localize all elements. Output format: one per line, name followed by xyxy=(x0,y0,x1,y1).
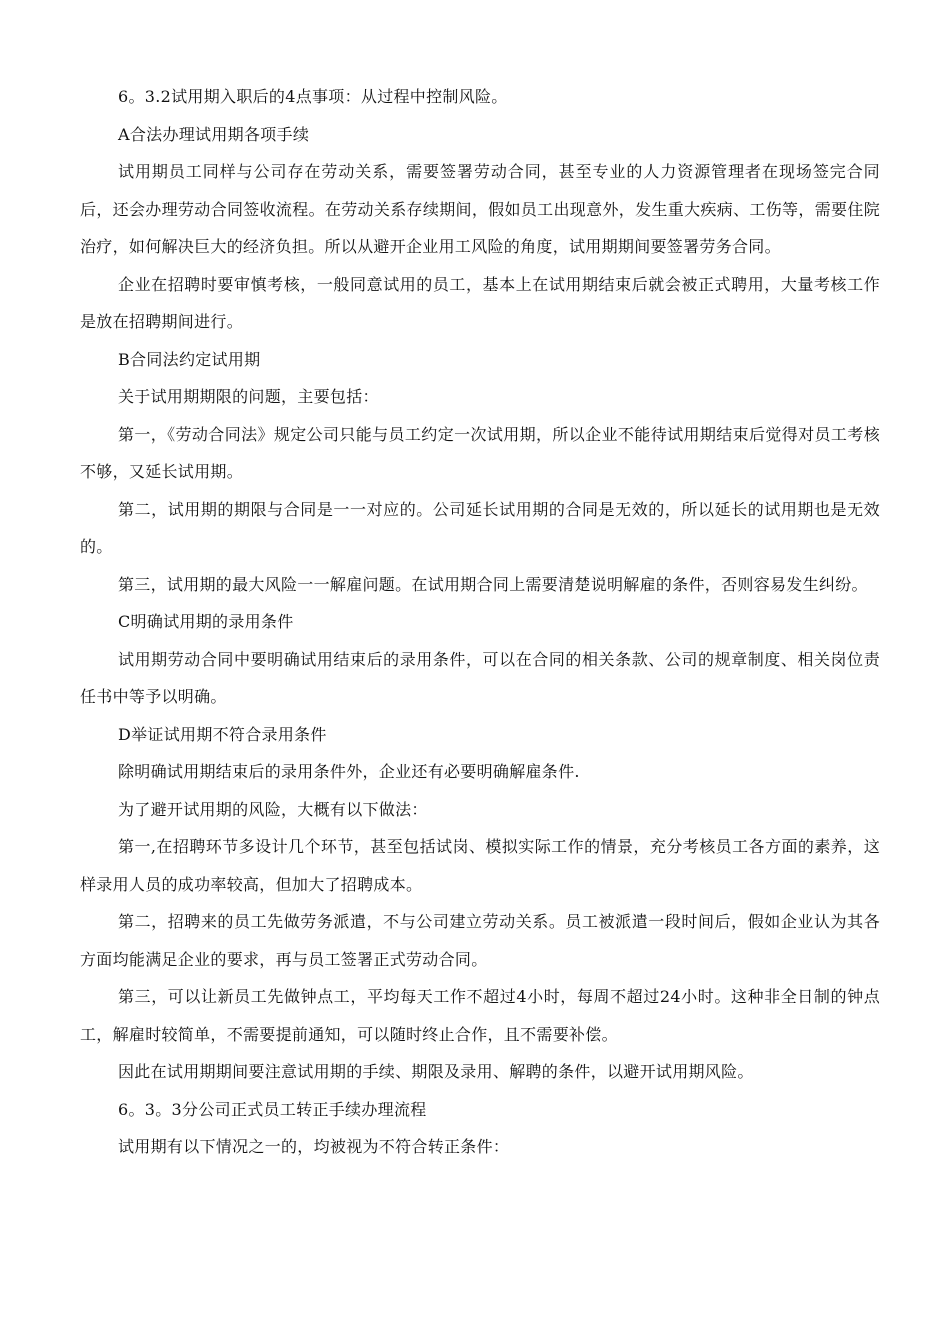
document-body xyxy=(80,78,880,1166)
paragraph: 第一,在招聘环节多设计几个环节，甚至包括试岗、模拟实际工作的情景，充分考核员工各方面的素养，这样录用人员的成功率较高，但加大了招聘成本。 xyxy=(80,837,880,894)
paragraph: 第三，可以让新员工先做钟点工，平均每天工作不超过4小时，每周不超过24小时。这种非全日制的钟点工，解雇时较简单，不需要提前通知，可以随时终止合作，且不需要补偿。 xyxy=(80,987,880,1044)
subheading-b: B合同法约定试用期 xyxy=(118,349,261,369)
paragraph: 第一，《劳动合同法》规定公司只能与员工约定一次试用期，所以企业不能待试用期结束后觉得对员工考核不够，又延长试用期。 xyxy=(80,424,880,481)
paragraph: 试用期劳动合同中要明确试用结束后的录用条件，可以在合同的相关条款、公司的规章制度、相关岗位责任书中等予以明确。 xyxy=(80,649,880,706)
paragraph: 试用期员工同样与公司存在劳动关系，需要签署劳动合同，甚至专业的人力资源管理者在现场签完合同后，还会办理劳动合同签收流程。在劳动关系存续期间，假如员工出现意外，发生重大疾病、工伤等，需要住院治疗，如何解决巨大的经济负担。所以从避开企业用工风险的角度，试用期期间要签署劳务合同。 xyxy=(80,162,880,256)
subheading-a: A合法办理试用期各项手续 xyxy=(118,124,310,144)
paragraph: 除明确试用期结束后的录用条件外，企业还有必要明确解雇条件. xyxy=(118,762,580,781)
paragraph: 第三，试用期的最大风险一一解雇问题。在试用期合同上需要清楚说明解雇的条件，否则容易发生纠纷。 xyxy=(118,574,868,594)
subheading-d: D举证试用期不符合录用条件 xyxy=(118,724,327,744)
paragraph: 因此在试用期期间要注意试用期的手续、期限及录用、解聘的条件，以避开试用期风险。 xyxy=(118,1062,754,1081)
paragraph: 关于试用期期限的问题，主要包括： xyxy=(118,387,379,406)
section-heading-6-3-3: 6。3。3分公司正式员工转正手续办理流程 xyxy=(118,1099,427,1119)
paragraph: 为了避开试用期的风险，大概有以下做法： xyxy=(118,799,428,819)
section-heading-6-3-2: 6。3.2试用期入职后的4点事项：从过程中控制风险。 xyxy=(118,87,508,106)
paragraph: 第二，试用期的期限与合同是一一对应的。公司延长试用期的合同是无效的，所以延长的试用期也是无效的。 xyxy=(80,499,880,556)
subheading-c: C明确试用期的录用条件 xyxy=(118,612,294,631)
paragraph: 第二，招聘来的员工先做劳务派遣，不与公司建立劳动关系。员工被派遣一段时间后，假如企业认为其各方面均能满足企业的要求，再与员工签署正式劳动合同。 xyxy=(80,912,880,969)
paragraph: 企业在招聘时要审慎考核，一般同意试用的员工，基本上在试用期结束后就会被正式聘用，大量考核工作是放在招聘期间进行。 xyxy=(80,274,880,331)
paragraph: 试用期有以下情况之一的，均被视为不符合转正条件： xyxy=(118,1137,510,1156)
